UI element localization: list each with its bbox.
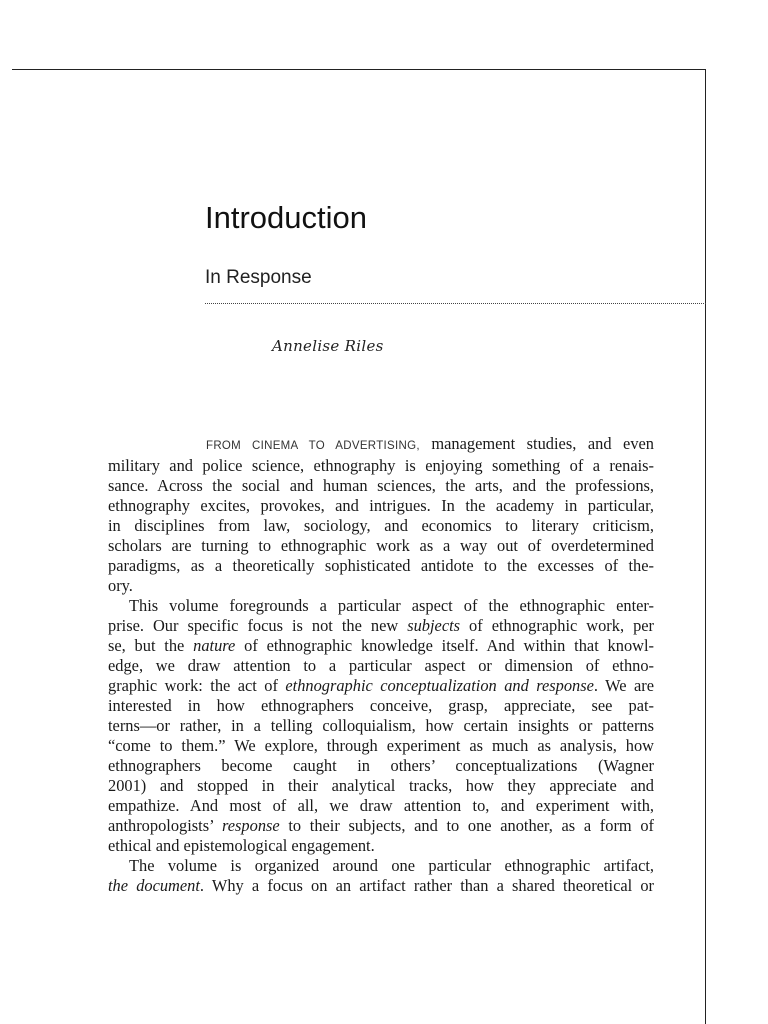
text-line: 2001) and stopped in their analytical tracks, how they appreciate and xyxy=(108,776,654,795)
text-line: The volume is organized around one particular ethnographic artifact, xyxy=(129,856,654,875)
emphasis: the document xyxy=(108,876,200,895)
text-line xyxy=(108,816,654,836)
emphasis: ethnographic conceptualization and response xyxy=(285,676,594,695)
right-rule xyxy=(705,69,706,1024)
text-line: in disciplines from law, sociology, and economics to literary criticism, xyxy=(108,516,654,535)
top-rule xyxy=(12,69,706,70)
text-span: management studies, and even xyxy=(431,434,654,453)
text-line: scholars are turning to ethnographic work as a way out of overdetermined xyxy=(108,536,654,555)
text-line xyxy=(108,616,654,636)
text-line: ethical and epistemological engagement. xyxy=(108,836,375,855)
text-span: se, but the xyxy=(108,636,194,655)
chapter-subtitle: In Response xyxy=(205,267,312,288)
paragraph-2 xyxy=(108,596,654,856)
text-span: prise. Our specific focus is not the new xyxy=(108,616,408,635)
text-line: ethnographers become caught in others’ conceptualizations (Wagner xyxy=(108,756,654,775)
text-line: ethnography excites, provokes, and intrigues. In the academy in particular, xyxy=(108,496,654,515)
text-line: sance. Across the social and human sciences, the arts, and the professions, xyxy=(108,476,654,495)
text-line: military and police science, ethnography is enjoying something of a renais- xyxy=(108,456,654,475)
text-line: paradigms, as a theoretically sophisticated antidote to the excesses of the- xyxy=(108,556,654,575)
text-span: anthropologists’ xyxy=(108,816,222,835)
author-name: Annelise Riles xyxy=(272,337,384,355)
text-line: terns—or rather, in a telling colloquialism, how certain insights or patterns xyxy=(108,716,654,735)
text-line: empathize. And most of all, we draw attention to, and experiment with, xyxy=(108,796,654,815)
text-line: “come to them.” We explore, through experiment as much as analysis, how xyxy=(108,736,654,755)
text-line: edge, we draw attention to a particular aspect or dimension of ethno- xyxy=(108,656,654,675)
text-line xyxy=(108,434,654,456)
text-span: graphic work: the act of xyxy=(108,676,286,695)
text-span: . Why a focus on an artifact rather than a shared theoretical or xyxy=(199,876,654,895)
text-span: . We are xyxy=(593,676,655,695)
text-line: interested in how ethnographers conceive, grasp, appreciate, see pat- xyxy=(108,696,654,715)
text-line xyxy=(108,676,654,696)
text-span: of ethnographic work, per xyxy=(460,616,655,635)
text-line xyxy=(108,636,654,656)
emphasis: response xyxy=(222,816,280,835)
emphasis: nature xyxy=(193,636,236,655)
text-span: to their subjects, and to one another, as a form of xyxy=(279,816,654,835)
chapter-title: Introduction xyxy=(205,200,367,235)
text-span: of ethnographic knowledge itself. And within that knowl- xyxy=(235,636,654,655)
paragraph-1 xyxy=(108,434,654,596)
emphasis: subjects xyxy=(407,616,461,635)
text-line xyxy=(108,876,654,896)
lead-in-smallcaps: FROM CINEMA TO ADVERTISING, xyxy=(206,440,420,452)
paragraph-3 xyxy=(108,856,654,896)
text-line: This volume foregrounds a particular aspect of the ethnographic enter- xyxy=(129,596,654,615)
dotted-divider xyxy=(205,303,706,304)
text-line: ory. xyxy=(108,576,133,595)
body-text xyxy=(108,434,654,896)
